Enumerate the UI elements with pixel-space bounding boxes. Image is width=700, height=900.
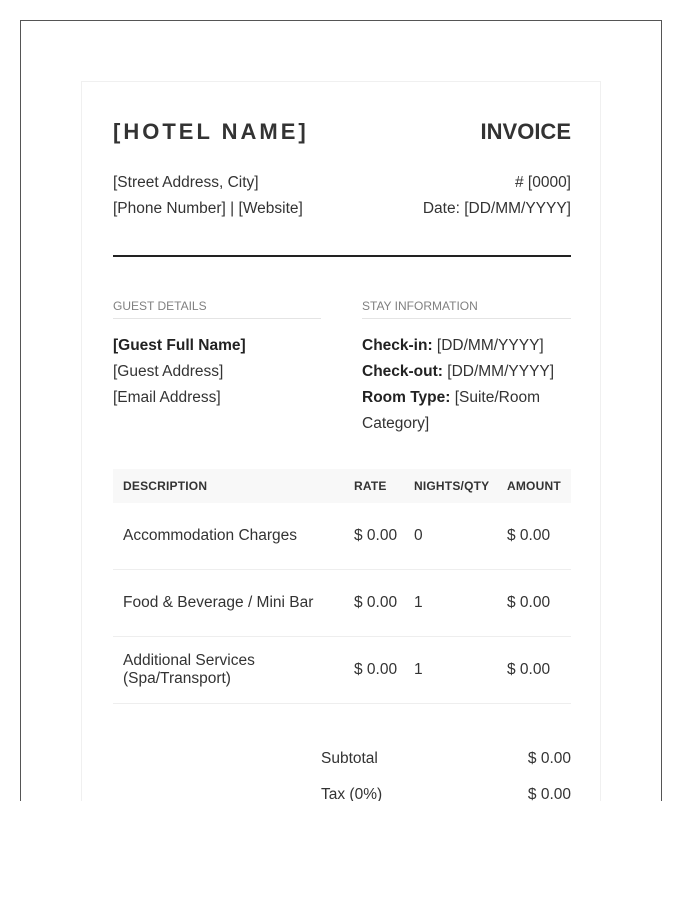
row-amount: $ 0.00 [497,503,571,570]
stay-information [362,299,571,437]
guest-name: [Guest Full Name] [113,337,246,354]
guest-details-title: GUEST DETAILS [113,299,321,319]
row-qty: 1 [404,637,497,704]
page-frame [20,20,662,801]
room-type-value: [Suite/Room Category] [362,389,541,432]
hotel-street-address: [Street Address, City] [113,174,259,191]
hotel-contact: [Phone Number] | [Website] [113,200,303,217]
row-rate: $ 0.00 [344,503,404,570]
table-header-row [113,469,571,503]
guest-address: [Guest Address] [113,363,224,380]
stay-information-title: STAY INFORMATION [362,299,571,319]
row-qty: 0 [404,503,497,570]
row-amount: $ 0.00 [497,637,571,704]
row-description: Food & Beverage / Mini Bar [113,570,344,637]
tax-value: $ 0.00 [527,786,571,801]
row-amount: $ 0.00 [497,570,571,637]
checkout-label: Check-out: [362,363,443,380]
tax-label: Tax (0%) [321,786,383,801]
invoice-date: Date: [DD/MM/YYYY] [422,200,571,217]
row-description: Additional Services (Spa/Transport) [113,637,344,704]
checkin-value: [DD/MM/YYYY] [432,337,544,354]
tax-row [321,786,571,801]
room-type-line [362,385,571,437]
guest-details [113,299,321,411]
row-rate: $ 0.00 [344,637,404,704]
invoice-title: INVOICE [480,119,571,144]
table-row [113,570,571,637]
subtotal-value: $ 0.00 [527,750,571,767]
table-row [113,503,571,570]
checkin-line [362,333,571,359]
hotel-address-block [113,170,303,222]
checkout-line [362,359,571,385]
row-description: Accommodation Charges [113,503,344,570]
room-type-label: Room Type: [362,389,451,406]
invoice-meta [423,170,571,222]
line-items-table [113,469,571,704]
subtotal-row [321,750,571,786]
checkin-label: Check-in: [362,337,433,354]
table-row [113,637,571,704]
hotel-name: [HOTEL NAME] [113,119,309,144]
column-header-rate: RATE [344,469,404,503]
guest-email: [Email Address] [113,389,221,406]
subtotal-label: Subtotal [321,750,378,767]
column-header-amount: AMOUNT [497,469,571,503]
row-qty: 1 [404,570,497,637]
column-header-qty: NIGHTS/QTY [404,469,497,503]
header-divider [113,255,571,257]
column-header-description: DESCRIPTION [113,469,344,503]
row-rate: $ 0.00 [344,570,404,637]
invoice-number: # [0000] [514,174,571,191]
checkout-value: [DD/MM/YYYY] [442,363,555,380]
invoice-document [81,81,601,801]
totals-block [321,750,571,801]
